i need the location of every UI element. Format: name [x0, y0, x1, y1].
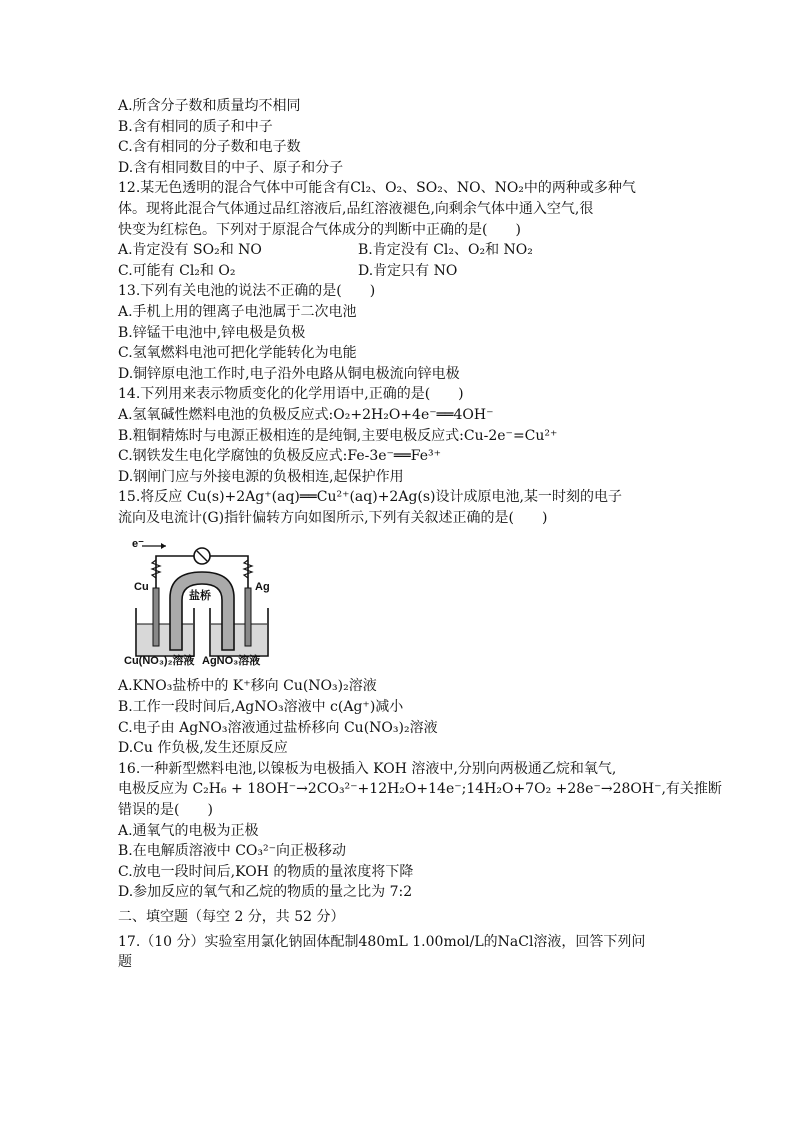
q12-options-row2	[118, 261, 678, 282]
q12-stem-line3: 快变为红棕色。下列对于原混合气体成分的判断中正确的是( )	[118, 221, 521, 238]
q17-question	[118, 932, 678, 973]
q14-option-d: D.钢闸门应与外接电源的负极相连,起保护作用	[118, 468, 404, 485]
q15-option-c: C.电子由 AgNO₃溶液通过盐桥移向 Cu(NO₃)₂溶液	[118, 719, 438, 736]
galvanic-cell-diagram	[122, 538, 282, 668]
q12-option-c: C.可能有 Cl₂和 O₂	[118, 262, 236, 279]
right-solution-label: AgNO₃溶液	[202, 655, 261, 668]
q16-stem-line1: 16.一种新型燃料电池,以镍板为电极插入 KOH 溶液中,分别向两极通乙烷和氧气,	[118, 760, 617, 777]
q14-option-c: C.钢铁发生电化学腐蚀的负极反应式:Fe-3e⁻══Fe³⁺	[118, 448, 442, 465]
q15-option-d: D.Cu 作负极,发生还原反应	[118, 740, 288, 757]
q11-option-c: C.含有相同的分子数和电子数	[118, 139, 301, 156]
q12-stem-line2: 体。现将此混合气体通过品红溶液后,品红溶液褪色,向剩余气体中通入空气,很	[118, 200, 594, 217]
q12-stem-line1: 12.某无色透明的混合气体中可能含有Cl₂、O₂、SO₂、NO、NO₂中的两种或多种气	[118, 180, 636, 197]
q16-option-d: D.参加反应的氧气和乙烷的物质的量之比为 7:2	[118, 884, 413, 901]
q12-option-d: D.肯定只有 NO	[358, 262, 458, 279]
q14-option-b: B.粗铜精炼时与电源正极相连的是纯铜,主要电极反应式:Cu-2e⁻=Cu²⁺	[118, 427, 558, 444]
salt-bridge-label: 盐桥	[189, 590, 211, 603]
ag-electrode-label: Ag	[255, 581, 270, 594]
q17-line1: 17.（10 分）实验室用氯化钠固体配制480mL 1.00mol/L的NaCl溶液，回答下列问	[118, 933, 646, 950]
q13-option-c: C.氢氧燃料电池可把化学能转化为电能	[118, 345, 357, 362]
q11-option-a: A.所含分子数和质量均不相同	[118, 98, 301, 114]
q14-option-a: A.氢氧碱性燃料电池的负极反应式:O₂+2H₂O+4e⁻══4OH⁻	[118, 406, 494, 423]
q13-option-b: B.锌锰干电池中,锌电极是负极	[118, 324, 306, 341]
q14-stem: 14.下列用来表示物质变化的化学用语中,正确的是( )	[118, 386, 464, 403]
q17-line2: 题	[118, 954, 132, 971]
galvanic-cell-svg	[122, 538, 282, 668]
q11-option-b: B.含有相同的质子和中子	[118, 118, 273, 135]
q13-option-d: D.铜锌原电池工作时,电子沿外电路从铜电极流向锌电极	[118, 365, 460, 382]
q11-option-d: D.含有相同数目的中子、原子和分子	[118, 159, 344, 176]
q16-option-b: B.在电解质溶液中 CO₃²⁻向正极移动	[118, 843, 346, 860]
q15-stem-line2: 流向及电流计(G)指针偏转方向如图所示,下列有关叙述正确的是( )	[118, 509, 548, 526]
electron-label: e⁻	[132, 538, 144, 551]
exam-page	[118, 96, 722, 973]
q13-option-a: A.手机上用的锂离子电池属于二次电池	[118, 303, 357, 320]
q12-option-a: A.肯定没有 SO₂和 NO	[118, 242, 262, 259]
q16-stem-line2: 电极反应为 C₂H₆ + 18OH⁻→2CO₃²⁻+12H₂O+14e⁻;14H₂O+7O₂ +28e⁻→28OH⁻,有关推断	[118, 781, 722, 798]
q15-stem-line1: 15.将反应 Cu(s)+2Ag⁺(aq)══Cu²⁺(aq)+2Ag(s)设计成原电池,某一时刻的电子	[118, 489, 622, 506]
q15-option-b: B.工作一段时间后,AgNO₃溶液中 c(Ag⁺)减小	[118, 699, 404, 716]
q12-options-row1	[118, 240, 678, 261]
q13-stem: 13.下列有关电池的说法不正确的是( )	[118, 283, 376, 300]
q12-option-b: B.肯定没有 Cl₂、O₂和 NO₂	[358, 242, 533, 259]
section-title-fill-in: 二、填空题（每空 2 分，共 52 分）	[118, 909, 345, 925]
left-solution-label: Cu(NO₃)₂溶液	[124, 655, 195, 668]
q16-option-a: A.通氧气的电极为正极	[118, 822, 259, 839]
q16-stem-line3: 错误的是( )	[118, 802, 213, 819]
q16-option-c: C.放电一段时间后,KOH 的物质的量浓度将下降	[118, 863, 414, 880]
cu-electrode-label: Cu	[134, 581, 149, 594]
q15-option-a: A.KNO₃盐桥中的 K⁺移向 Cu(NO₃)₂溶液	[118, 678, 377, 695]
